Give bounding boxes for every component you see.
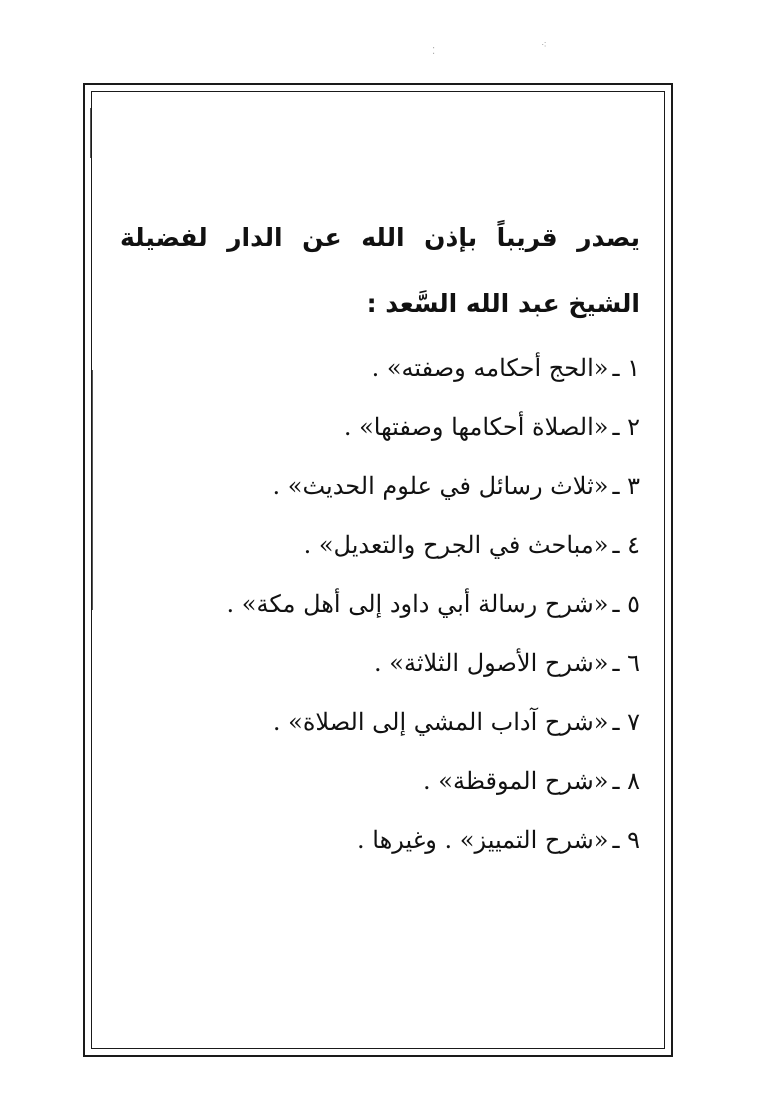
list-item xyxy=(120,339,640,398)
item-title: «شرح الموقظة» . xyxy=(423,767,609,795)
scan-speck: ⁖ xyxy=(541,40,547,51)
item-number: ٦ ـ xyxy=(612,649,640,677)
item-number: ١ ـ xyxy=(612,354,640,382)
list-item xyxy=(120,752,640,811)
item-title: «الصلاة أحكامها وصفتها» . xyxy=(343,413,609,441)
item-number: ٨ ـ xyxy=(612,767,640,795)
list-item xyxy=(120,811,640,870)
intro-text: يصدر قريباً بإذن الله عن الدار لفضيلة الشيخ عبد الله السَّعد : xyxy=(120,223,640,318)
list-item xyxy=(120,398,640,457)
item-title: «شرح الأصول الثلاثة» . xyxy=(374,649,609,677)
list-item xyxy=(120,693,640,752)
list-item xyxy=(120,575,640,634)
announcement xyxy=(120,205,640,870)
book-list xyxy=(120,339,640,870)
scan-margin-mark xyxy=(90,108,91,158)
item-title: «شرح آداب المشي إلى الصلاة» . xyxy=(272,708,609,736)
item-title: «الحج أحكامه وصفته» . xyxy=(371,354,609,382)
item-number: ٤ ـ xyxy=(612,531,640,559)
item-title: «مباحث في الجرح والتعديل» . xyxy=(303,531,609,559)
scan-speck: ⁚ xyxy=(432,46,436,57)
list-item xyxy=(120,516,640,575)
item-title: «شرح رسالة أبي داود إلى أهل مكة» . xyxy=(226,590,609,618)
item-title: «ثلاث رسائل في علوم الحديث» . xyxy=(272,472,609,500)
list-item xyxy=(120,634,640,693)
item-title: «شرح التمييز» . وغيرها . xyxy=(357,826,609,854)
item-number: ٧ ـ xyxy=(612,708,640,736)
item-number: ٣ ـ xyxy=(612,472,640,500)
item-number: ٩ ـ xyxy=(612,826,640,854)
item-number: ٥ ـ xyxy=(612,590,640,618)
scan-margin-mark xyxy=(92,370,93,610)
item-number: ٢ ـ xyxy=(612,413,640,441)
list-item xyxy=(120,457,640,516)
